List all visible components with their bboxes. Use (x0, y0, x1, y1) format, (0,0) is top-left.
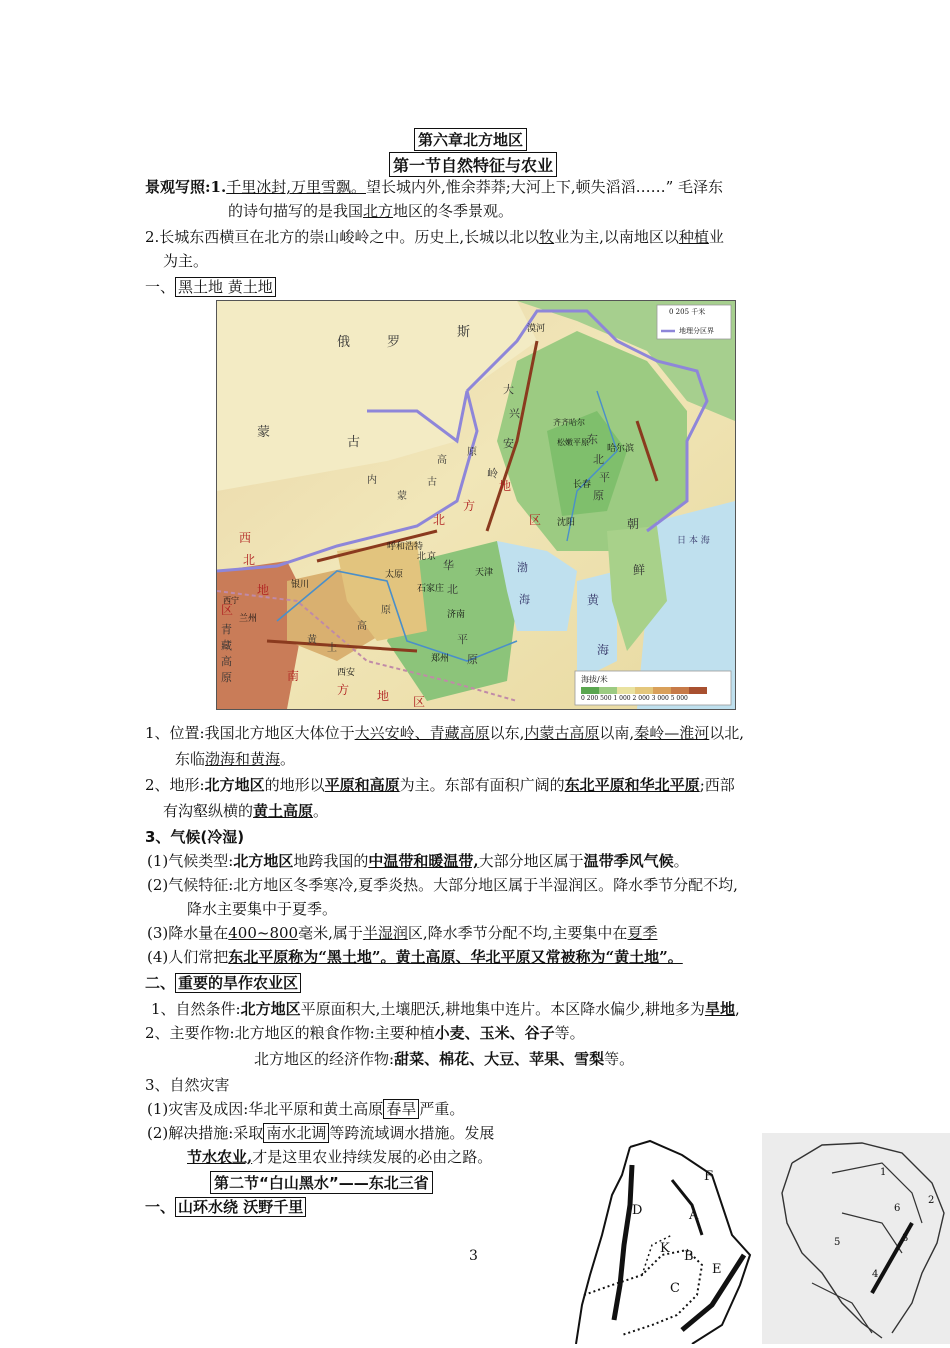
greatwall-line2: 为主。 (163, 252, 209, 270)
map-label: 京 (427, 552, 437, 562)
text: 地跨我国的 (293, 852, 369, 870)
subheading-3 (145, 1196, 306, 1218)
bold-underlined: 黄土高原 (253, 802, 314, 820)
text: 以东, (489, 724, 525, 742)
map-label: 高 (437, 455, 447, 466)
agri-2 (145, 1022, 585, 1044)
text: 以南, (599, 724, 635, 742)
map-label: 黄 (307, 635, 317, 646)
map-label: 区 (221, 603, 234, 617)
sketch2-label: 2 (928, 1195, 935, 1206)
text: 才是这里农业持续发展的必由之路。 (252, 1148, 493, 1166)
boxed: 南水北调 (263, 1123, 329, 1143)
landscape-num: 1. (210, 178, 227, 196)
map-label: 原 (221, 671, 232, 684)
text: 1、位置:我国北方地区大体位于 (145, 724, 355, 742)
landscape-label: 景观写照: (145, 178, 211, 196)
text: (3)降水量在 (147, 924, 229, 942)
disaster-3 (187, 1146, 492, 1168)
bold-underlined: 东北平原称为“黑土地”。黄土高原、华北平原又常被称为“黄土地”。 (228, 948, 683, 966)
sketch1-label: D (632, 1203, 643, 1218)
map-label: 区 (413, 695, 426, 709)
bold-underlined: 旱地 (704, 1000, 735, 1018)
map-label: 古 (427, 477, 437, 488)
text: 北方地区的经济作物: (254, 1050, 395, 1068)
text: 业为主,以南地区以 (554, 228, 679, 246)
quote-underlined: 千里冰封,万里雪飘。 (226, 178, 366, 196)
bold-underlined: 中温带和暖温带, (368, 852, 479, 870)
sketch2-label: 5 (834, 1237, 841, 1248)
boxed-heading: 重要的旱作农业区 (175, 973, 301, 993)
map-svg (217, 301, 735, 709)
map-label: 平 (457, 633, 468, 646)
map-label: 太原 (385, 570, 404, 580)
map-label: 漠河 (527, 324, 546, 334)
greatwall-line1 (145, 226, 724, 248)
sketch2-label: 6 (894, 1203, 901, 1214)
text: ;西部 (699, 776, 735, 794)
map-label: 大 (503, 383, 514, 396)
underlined: 秦岭—淮河 (634, 724, 710, 742)
map-label: 济南 (447, 610, 466, 620)
agri-3 (254, 1048, 634, 1070)
map-label: 北 (417, 552, 427, 562)
map-label: 黄 (587, 593, 600, 607)
map-scale: 0 205 千米 (669, 308, 706, 316)
text: (1)气候类型: (147, 852, 234, 870)
text: 为主。东部有面积广阔的 (399, 776, 565, 794)
bold: 北方地区 (233, 852, 294, 870)
map-label: 北 (243, 553, 256, 567)
prefix: 二、 (145, 974, 176, 992)
map-label: 古 (347, 435, 361, 450)
prefix: 一、 (145, 1198, 176, 1216)
north-region-map (216, 300, 736, 710)
climate-2a: (2)气候特征:北方地区冬季寒冷,夏季炎热。大部分地区属于半湿润区。降水季节分配不均, (147, 876, 738, 894)
map-label: 沈阳 (557, 518, 576, 528)
text: 等。 (604, 1050, 635, 1068)
map-label: 北 (447, 583, 458, 596)
disaster-2 (147, 1122, 494, 1144)
sketch1-svg (572, 1135, 767, 1344)
map-label: 方 (337, 683, 350, 697)
map-label: 银川 (291, 580, 310, 590)
underlined: 400~800 (228, 924, 299, 942)
section2-title: 第二节“白山黑水”——东北三省 (210, 1171, 433, 1194)
bold: 温带季风气候 (583, 852, 674, 870)
map-label: 南 (287, 669, 300, 683)
text: 平原面积大,土壤肥沃,耕地集中连片。本区降水偏少,耕地多为 (300, 1000, 705, 1018)
map-label: 齐齐哈尔 (553, 418, 585, 427)
map-label: 俄 (337, 335, 351, 350)
subheading-1 (145, 276, 276, 298)
underlined: 渤海和黄海 (205, 750, 281, 768)
climate-1 (147, 850, 689, 872)
map-label: 西宁 (223, 596, 239, 605)
underlined: 内蒙古高原 (524, 724, 600, 742)
text: 。 (673, 852, 689, 870)
sketch1-label: F (704, 1169, 714, 1184)
bold-underlined: 平原和高原 (324, 776, 400, 794)
climate-heading: 3、气候(冷湿) (145, 828, 245, 846)
map-label: 郑州 (431, 654, 450, 664)
bold-underlined: 节水农业, (187, 1148, 253, 1166)
climate-3 (147, 922, 657, 944)
map-label: 兰州 (239, 614, 258, 624)
map-label: 蒙 (397, 491, 407, 502)
underlined: 大兴安岭、青藏高原 (354, 724, 490, 742)
text: (2)解决措施:采取 (147, 1124, 264, 1142)
text: , (734, 1000, 740, 1018)
text: 2、主要作物:北方地区的粮食作物:主要种植 (145, 1024, 435, 1042)
map-label: 斯 (457, 325, 471, 340)
map-label: 方 (463, 499, 476, 513)
map-label: 藏 (221, 639, 232, 652)
map-label: 松嫩平原 (557, 438, 589, 447)
terrain-line2 (163, 800, 328, 822)
agri-1 (151, 998, 740, 1020)
sketch1-label: E (712, 1262, 722, 1277)
underlined-herding: 牧 (539, 228, 555, 246)
map-label: 高 (221, 655, 232, 668)
bold: 北方地区 (240, 1000, 301, 1018)
sketch1-label: K (660, 1241, 670, 1256)
position-line1 (145, 722, 744, 744)
bold: 甜菜、棉花、大豆、苹果、雪梨 (394, 1050, 605, 1068)
map-label: 平 (599, 471, 610, 484)
map-label: 石家庄 (417, 584, 445, 594)
text: 。 (280, 750, 296, 768)
boxed: 春旱 (383, 1099, 419, 1119)
text: (4)人们常把 (147, 948, 229, 966)
text: 1、自然条件: (151, 1000, 241, 1018)
underlined: 半湿润 (362, 924, 408, 942)
sketch2-svg (762, 1133, 950, 1344)
landscape-line2 (228, 200, 513, 222)
map-label: 罗 (387, 335, 401, 350)
text: 有沟壑纵横的 (163, 802, 254, 820)
sketch1-label: B (684, 1249, 694, 1264)
map-label: 地 (499, 479, 512, 493)
map-label: 华 (443, 559, 454, 572)
map-label: 原 (467, 653, 478, 666)
map-label: 北 (593, 453, 604, 466)
climate-2b: 降水主要集中于夏季。 (187, 900, 338, 918)
map-label: 地 (377, 689, 390, 703)
map-elev-ticks: 0 200 500 1 000 2 000 3 000 5 000 (581, 695, 688, 702)
bold: 北方地区 (204, 776, 265, 794)
text: 的地形以 (264, 776, 325, 794)
map-label: 原 (467, 447, 477, 458)
map-label: 原 (381, 605, 391, 616)
landscape-line1 (145, 176, 723, 198)
text: 2.长城东西横亘在北方的崇山峻岭之中。历史上,长城以北以 (145, 228, 540, 246)
text: 的诗句描写的是我国 (228, 202, 364, 220)
map-label: 内 (367, 475, 377, 486)
map-label: 兴 (509, 407, 520, 420)
map-label: 天津 (475, 568, 494, 578)
map-label: 西安 (337, 668, 356, 678)
subheading-2 (145, 972, 301, 994)
map-label: 区 (529, 513, 542, 527)
position-line2 (175, 748, 295, 770)
boxed-heading: 黑土地 黄土地 (175, 277, 276, 297)
climate-4 (147, 946, 683, 968)
map-label: 长春 (573, 480, 592, 490)
page-number: 3 (469, 1248, 478, 1264)
map-label: 东 (587, 433, 598, 446)
text: 等跨流域调水措施。发展 (329, 1124, 495, 1142)
underlined: 夏季 (627, 924, 658, 942)
sketch2-label: 3 (902, 1233, 909, 1244)
section1-title: 第一节自然特征与农业 (389, 152, 557, 177)
map-label: 哈尔滨 (607, 444, 635, 454)
map-label: 日 本 海 (677, 536, 710, 546)
text: 等。 (554, 1024, 585, 1042)
text: 地区的冬季景观。 (393, 202, 514, 220)
underlined-farming: 种植 (678, 228, 709, 246)
text: (1)灾害及成因:华北平原和黄土高原 (147, 1100, 384, 1118)
map-label: 海 (597, 643, 610, 657)
map-label: 海 (519, 593, 530, 606)
map-label: 地 (257, 583, 270, 597)
underlined-north: 北方 (363, 202, 394, 220)
map-label: 渤 (517, 561, 528, 574)
text: 以北, (709, 724, 744, 742)
boxed-heading: 山环水绕 沃野千里 (175, 1197, 306, 1217)
map-label: 青 (221, 623, 232, 636)
map-label: 西 (239, 531, 252, 545)
quote-rest: 望长城内外,惟余莽莽;大河上下,顿失滔滔……” 毛泽东 (366, 178, 724, 196)
prefix: 一、 (145, 278, 176, 296)
text: 东临 (175, 750, 206, 768)
map-label: 朝 (627, 517, 640, 531)
disaster-1 (147, 1098, 464, 1120)
map-legend-boundary: 地理分区界 (679, 327, 714, 335)
bold-underlined: 东北平原和华北平原 (564, 776, 700, 794)
map-label: 高 (357, 621, 367, 632)
terrain-line1 (145, 774, 735, 796)
map-label: 土 (327, 643, 337, 654)
text: 毫米,属于 (298, 924, 363, 942)
chapter-title: 第六章北方地区 (414, 128, 527, 151)
sketch1-label: C (670, 1281, 680, 1296)
text: 大部分地区属于 (478, 852, 584, 870)
text: 业 (708, 228, 724, 246)
map-label: 北 (433, 513, 446, 527)
disaster-heading: 3、自然灾害 (145, 1076, 230, 1094)
map-elev-title: 海拔/米 (581, 675, 608, 684)
text: 。 (313, 802, 329, 820)
map-label: 安 (503, 437, 514, 450)
text: 区,降水季节分配不均,主要集中在 (407, 924, 628, 942)
map-label: 鲜 (633, 563, 646, 577)
map-label: 蒙 (257, 425, 271, 440)
map-label: 岭 (487, 467, 498, 480)
map-label: 原 (593, 489, 604, 502)
sketch-map-northeast (572, 1135, 767, 1344)
map-label: 呼和浩特 (387, 542, 424, 552)
text: 2、地形: (145, 776, 205, 794)
text: 严重。 (419, 1100, 465, 1118)
sketch-map-rivers (762, 1133, 950, 1344)
bold: 小麦、玉米、谷子 (434, 1024, 555, 1042)
sketch2-label: 1 (880, 1167, 887, 1178)
sketch2-label: 4 (872, 1269, 879, 1280)
sketch1-label: A (689, 1208, 699, 1223)
